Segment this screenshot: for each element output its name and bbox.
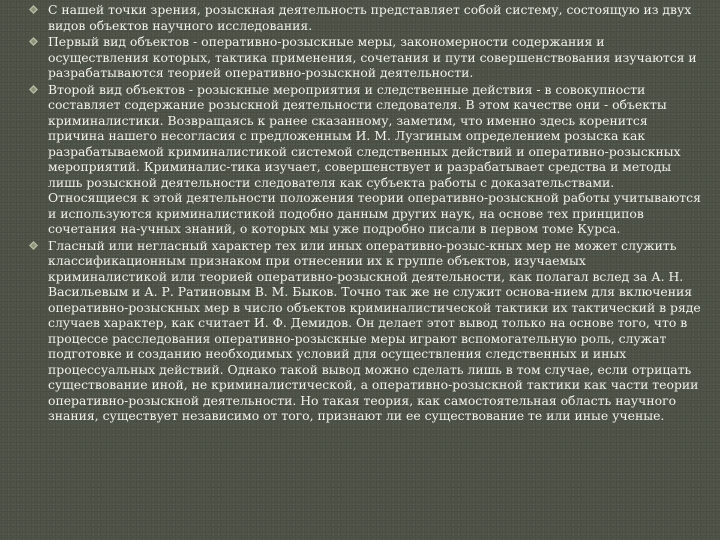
bullet-item-3 — [48, 82, 706, 237]
diamond-bullet-icon — [29, 5, 38, 14]
bullet-text-1: С нашей точки зрения, розыскная деятельность представляет собой систему, состоящую из двух видов объектов научного исследования. — [48, 2, 692, 33]
bullet-item-2 — [48, 34, 706, 81]
diamond-bullet-icon — [29, 37, 38, 46]
bullet-item-1 — [48, 2, 706, 33]
bullet-text-2: Первый вид объектов - оперативно-розыскные меры, закономерности содержания и осуществления которых, тактика применения, сочетания и пути совершенствования изучаются и разрабатываются теорией оперативно-розыскной деятельности. — [48, 34, 697, 80]
bullet-text-4: Гласный или негласный характер тех или иных оперативно-розыс-кных мер не может служить классификационным признаком при отнесении их к группе объектов, изучаемых криминалистикой или теорией оперативно-розыскной деятельности, как полагал вслед за А. Н. Васильевым и А. Р. Ратиновым В. М. Быков. Точно так же не служит основа-нием для включения оперативно-розыскных мер в число объектов криминалистической тактики их тактический в ряде случаев характер, как считает И. Ф. Демидов. Он делает этот вывод только на основе того, что в процессе расследования оперативно-розыскные меры играют вспомогательную роль, служат подготовке и созданию необходимых условий для осуществления следственных и иных процессуальных действий. Однако такой вывод можно сделать лишь в том случае, если отрицать существование иной, не криминалистической, а оперативно-розыскной тактики как части теории оперативно-розыскной деятельности. Но такая теория, как самостоятельная область научного знания, существует независимо от того, признают ли ее существование те или иные ученые. — [48, 237, 701, 423]
bullet-item-4 — [48, 238, 706, 424]
diamond-bullet-icon — [29, 85, 38, 94]
diamond-bullet-icon — [29, 241, 38, 250]
bullet-list — [48, 2, 706, 424]
bullet-text-3: Второй вид объектов - розыскные мероприятия и следственные действия - в совокупности составляет содержание розыскной деятельности следователя. В этом качестве они - объекты криминалистики. Возвращаясь к ранее сказанному, заметим, что именно здесь коренится причина нашего несогласия с предложенным И. М. Лузгиным определением розыска как разрабатываемой криминалистикой системой следственных действий и оперативно-розыскных мероприятий. Криминалис-тика изучает, совершенствует и разрабатывает средства и методы лишь розыскной деятельности следователя как субъекта работы с доказательствами. Относящиеся к этой деятельности положения теории оперативно-розыскной работы учитываются и используются криминалистикой подобно данным других наук, на основе тех принципов сочетания на-учных знаний, о которых мы уже подробно писали в первом томе Курса. — [48, 81, 701, 236]
